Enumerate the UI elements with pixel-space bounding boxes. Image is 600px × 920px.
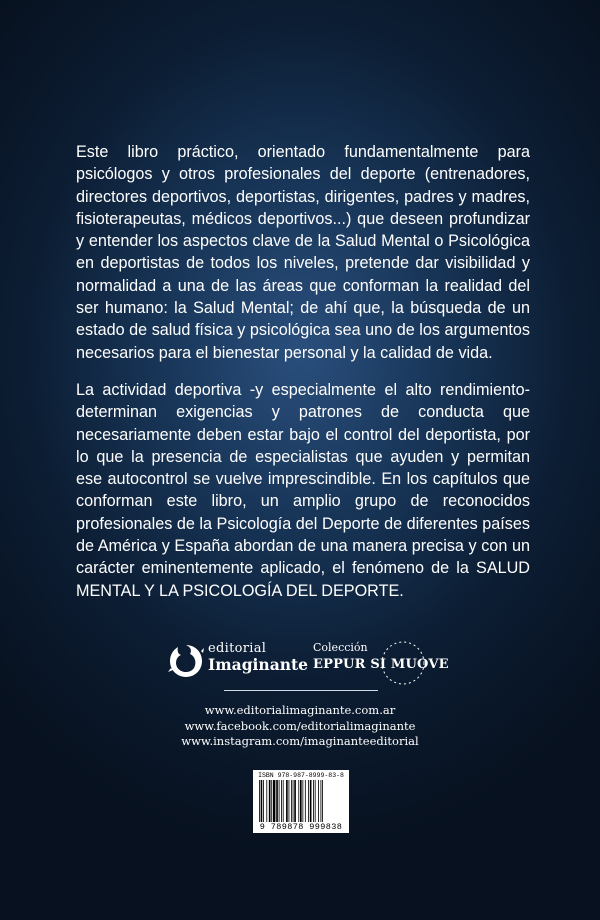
barcode-bar bbox=[322, 780, 323, 822]
barcode-bar bbox=[305, 780, 306, 822]
barcode-bar bbox=[261, 780, 263, 822]
barcode-bar bbox=[310, 780, 312, 822]
publisher-links bbox=[0, 703, 600, 750]
publisher-word-small: editorial bbox=[208, 641, 267, 656]
collection-name: EPPUR SI MUOVE bbox=[313, 657, 449, 672]
barcode-bar bbox=[283, 780, 284, 822]
barcode-digits: 9 789878 999838 bbox=[259, 822, 343, 832]
barcode-bar bbox=[281, 780, 282, 822]
barcode-bar bbox=[308, 780, 309, 822]
synopsis-paragraph-2: La actividad deportiva -y especialmente el alto rendimiento- determinan exigencias y patrones de conducta que necesariamente deben estar bajo el control del deportista, por lo que la presencia de especialistas que ayuden y permitan ese autocontrol se vuelve imprescindible. En los capítulos que conforman este libro, un amplio grupo de reconocidos profesionales de la Psicología del Deporte de diferentes países de América y España abordan de una manera precisa y con un carácter eminentemente aplicado, el fenómeno de la SALUD MENTAL Y LA PSICOLOGÍA DEL DEPORTE. bbox=[76, 381, 530, 600]
barcode-bar bbox=[294, 780, 296, 822]
barcode-bar bbox=[315, 780, 316, 822]
divider bbox=[224, 690, 378, 691]
barcode-bar bbox=[271, 780, 272, 822]
barcode-bar bbox=[318, 780, 319, 822]
barcode-bar bbox=[276, 780, 278, 822]
collection-logo bbox=[313, 639, 453, 685]
barcode-bar bbox=[302, 780, 303, 822]
synopsis-paragraph-1: Este libro práctico, orientado fundamentalmente para psicólogos y otros profesionales del deporte (entrenadores, directores deportivos, deportistas, dirigentes, padres y madres, fisioterapeutas, médicos deportivos...) que deseen profundizar y entender los aspectos clave de la Salud Mental o Psicológica en deportistas de todos los niveles, pretende dar visibilidad y normalidad a una de las áreas que conforman la realidad del ser humano: la Salud Mental; de ahí que, la búsqueda de un estado de salud física y psicológica sea uno de los argumentos necesarios para el bienestar personal y la calidad de vida. bbox=[76, 143, 530, 362]
imaginante-mark-icon bbox=[168, 643, 204, 679]
barcode-bar bbox=[279, 780, 280, 822]
barcode-bars bbox=[259, 780, 347, 822]
barcode-bar bbox=[300, 780, 302, 822]
barcode-bar bbox=[321, 780, 322, 822]
barcode-bar bbox=[298, 780, 299, 822]
instagram-link[interactable]: www.instagram.com/imaginanteeditorial bbox=[181, 734, 419, 748]
barcode-bar bbox=[263, 780, 264, 822]
website-link[interactable]: www.editorialimaginante.com.ar bbox=[204, 703, 396, 717]
editorial-imaginante-logo bbox=[168, 639, 309, 685]
barcode-bar bbox=[289, 780, 290, 822]
barcode-bar bbox=[259, 780, 260, 822]
collection-label: Colección bbox=[313, 641, 368, 654]
publisher-word-big: Imaginante bbox=[208, 655, 309, 674]
barcode-bar bbox=[273, 780, 275, 822]
isbn-label: ISBN 978-987-8999-83-8 bbox=[258, 772, 344, 779]
facebook-link[interactable]: www.facebook.com/editorialimaginante bbox=[184, 718, 416, 733]
barcode-bar bbox=[266, 780, 267, 822]
barcode-bar bbox=[286, 780, 288, 822]
barcode-bar bbox=[291, 780, 292, 822]
publisher-logos bbox=[0, 637, 600, 687]
barcode-bar bbox=[269, 780, 271, 822]
isbn-barcode bbox=[253, 770, 349, 833]
barcode-bar bbox=[293, 780, 294, 822]
barcode-bar bbox=[313, 780, 314, 822]
